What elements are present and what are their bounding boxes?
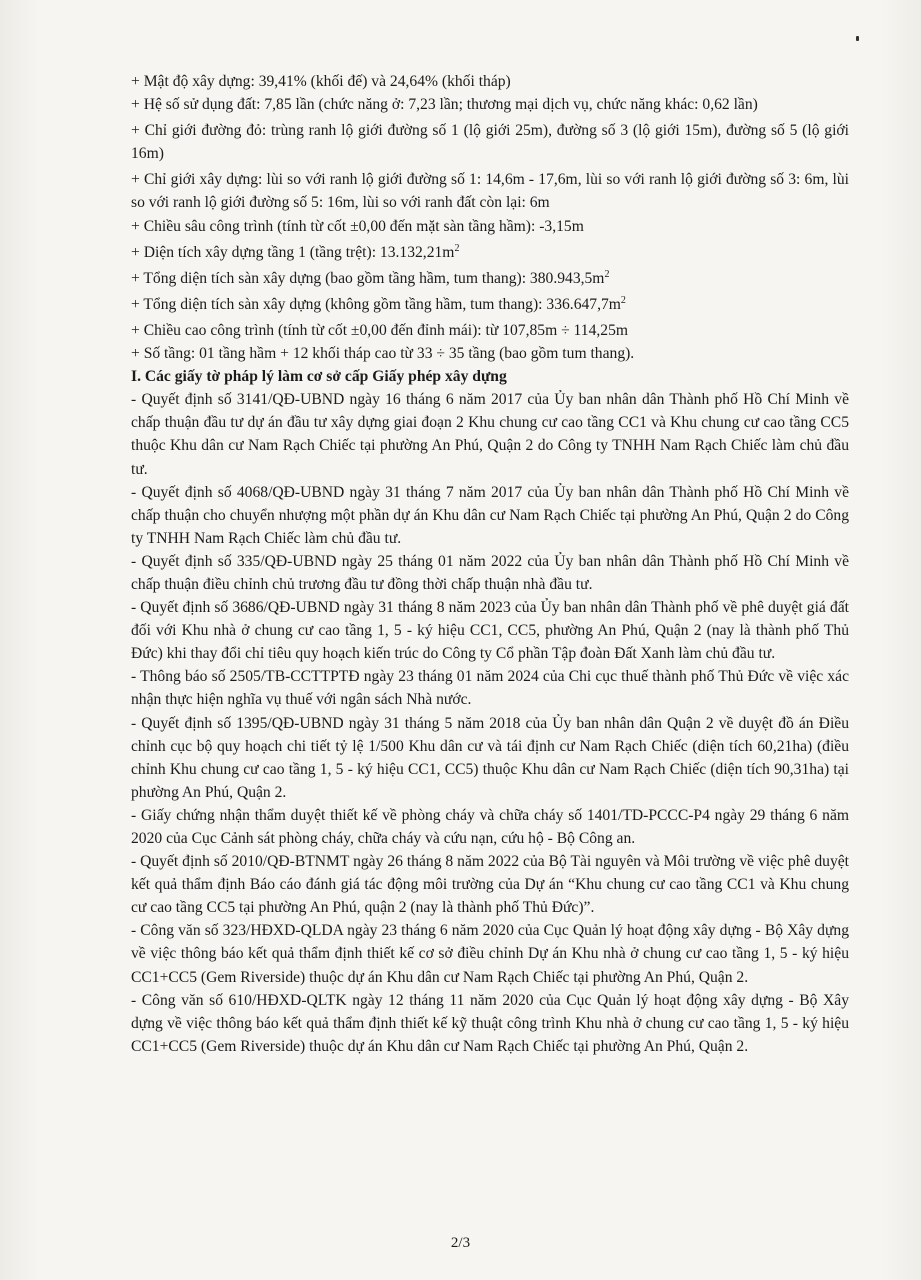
spec-line: + Số tầng: 01 tầng hầm + 12 khối tháp cao từ 33 ÷ 35 tầng (bao gồm tum thang). (131, 345, 635, 363)
legal-item: - Quyết định số 3686/QĐ-UBND ngày 31 tháng 8 năm 2023 của Ủy ban nhân dân Thành phố về phê duyệt giá đất đối với Khu nhà ở chung cư cao tầng 1, 5 - ký hiệu CC1, CC5, phường An Phú, Quận 2 (nay là thành phố Thủ Đức) khi thay đổi chỉ tiêu quy hoạch kiến trúc do Công ty Cổ phần Tập đoàn Đất Xanh làm chủ đầu tư. (131, 599, 849, 663)
spec-line: + Chỉ giới xây dựng: lùi so với ranh lộ giới đường số 1: 14,6m - 17,6m, lùi so với ranh lộ giới đường số 3: 6m, lùi so với ranh lộ giới đường số 5: 16m, lùi so với ranh đất còn lại: 6m (131, 171, 849, 212)
spec-line: + Chiều cao công trình (tính từ cốt ±0,00 đến đỉnh mái): từ 107,85m ÷ 114,25m (131, 321, 628, 339)
legal-item: - Công văn số 610/HĐXD-QLTK ngày 12 tháng 11 năm 2020 của Cục Quản lý hoạt động xây dựng - Bộ Xây dựng về việc thông báo kết quả thẩm định thiết kế kỹ thuật công trình Khu nhà ở chung cư cao tầng 1, 5 - ký hiệu CC1+CC5 (Gem Riverside) thuộc dự án Khu dân cư Nam Rạch Chiếc tại phường An Phú, Quận 2. (131, 991, 849, 1055)
spec-line: + Chiều sâu công trình (tính từ cốt ±0,00 đến mặt sàn tầng hầm): -3,15m (131, 217, 584, 235)
legal-item: - Quyết định số 335/QĐ-UBND ngày 25 tháng 01 năm 2022 của Ủy ban nhân dân Thành phố Hồ Chí Minh về chấp thuận điều chỉnh chủ trương đầu tư đồng thời chấp thuận nhà đầu tư. (131, 552, 849, 593)
area-line: + Diện tích xây dựng tầng 1 (tầng trệt): $13.132,21m^2$ (131, 242, 460, 261)
legal-item: - Quyết định số 3141/QĐ-UBND ngày 16 tháng 6 năm 2017 của Ủy ban nhân dân Thành phố Hồ Chí Minh về chấp thuận đầu tư dự án đầu tư xây dựng giai đoạn 2 Khu chung cư cao tầng CC1 và Khu chung cư cao tầng CC5 thuộc Khu dân cư Nam Rạch Chiếc tại phường An Phú, Quận 2 do Công ty TNHH Nam Rạch Chiếc làm chủ đầu tư. (131, 391, 849, 478)
legal-item: - Quyết định số 4068/QĐ-UBND ngày 31 tháng 7 năm 2017 của Ủy ban nhân dân Thành phố Hồ Chí Minh về chấp thuận cho chuyển nhượng một phần dự án Khu dân cư Nam Rạch Chiếc tại phường An Phú, Quận 2 do Công ty TNHH Nam Rạch Chiếc làm chủ đầu tư. (131, 483, 849, 547)
scan-speck (856, 36, 859, 41)
page-number: 2/3 (450, 1235, 471, 1251)
section-heading: I. Các giấy tờ pháp lý làm cơ sở cấp Giấy phép xây dựng (131, 368, 507, 386)
area-line: + Tổng diện tích sàn xây dựng (không gồm tầng hầm, tum thang): $336.647,7m^2$ (131, 294, 626, 313)
area-line: + Tổng diện tích sàn xây dựng (bao gồm tầng hầm, tum thang): $380.943,5m^2$ (131, 268, 610, 287)
legal-item: - Giấy chứng nhận thẩm duyệt thiết kế về phòng cháy và chữa cháy số 1401/TD-PCCC-P4 ngày 29 tháng 6 năm 2020 của Cục Cảnh sát phòng cháy, chữa cháy và cứu nạn, cứu hộ - Bộ Công an. (131, 806, 849, 847)
spec-line: + Chỉ giới đường đỏ: trùng ranh lộ giới đường số 1 (lộ giới 25m), đường số 3 (lộ giới 15m), đường số 5 (lộ giới 16m) (131, 122, 849, 163)
legal-item: - Công văn số 323/HĐXD-QLDA ngày 23 tháng 6 năm 2020 của Cục Quản lý hoạt động xây dựng - Bộ Xây dựng về việc thông báo kết quả thẩm định thiết kế cơ sở điều chỉnh Dự án Khu nhà ở chung cư cao tầng 1, 5 - ký hiệu CC1+CC5 (Gem Riverside) thuộc dự án Khu dân cư Nam Rạch Chiếc tại phường An Phú, Quận 2. (131, 922, 849, 986)
legal-item: - Thông báo số 2505/TB-CCTTPTĐ ngày 23 tháng 01 năm 2024 của Chi cục thuế thành phố Thủ Đức về việc xác nhận thực hiện nghĩa vụ thuế với ngân sách Nhà nước. (131, 668, 849, 709)
spec-line: + Mật độ xây dựng: 39,41% (khối đế) và 24,64% (khối tháp) (131, 73, 511, 90)
document-body (131, 70, 849, 1058)
spec-line: + Hệ số sử dụng đất: 7,85 lần (chức năng ở: 7,23 lần; thương mại dịch vụ, chức năng khác: 0,62 lần) (131, 96, 758, 114)
legal-item: - Quyết định số 1395/QĐ-UBND ngày 31 tháng 5 năm 2018 của Ủy ban nhân dân Quận 2 về duyệt đồ án Điều chỉnh cục bộ quy hoạch chi tiết tỷ lệ 1/500 Khu dân cư và tái định cư Nam Rạch Chiếc (diện tích 60,21ha) (điều chỉnh Khu chung cư cao tầng 1, 5 - ký hiệu CC1, CC5) thuộc Khu dân cư Nam Rạch Chiếc (diện tích 90,31ha) tại phường An Phú, Quận 2. (131, 714, 849, 801)
legal-item: - Quyết định số 2010/QĐ-BTNMT ngày 26 tháng 8 năm 2022 của Bộ Tài nguyên và Môi trường về việc phê duyệt kết quả thẩm định Báo cáo đánh giá tác động môi trường của Dự án “Khu chung cư cao tầng CC1 và Khu chung cư cao tầng CC5 tại phường An Phú, quận 2 (nay là thành phố Thủ Đức)”. (131, 853, 849, 917)
